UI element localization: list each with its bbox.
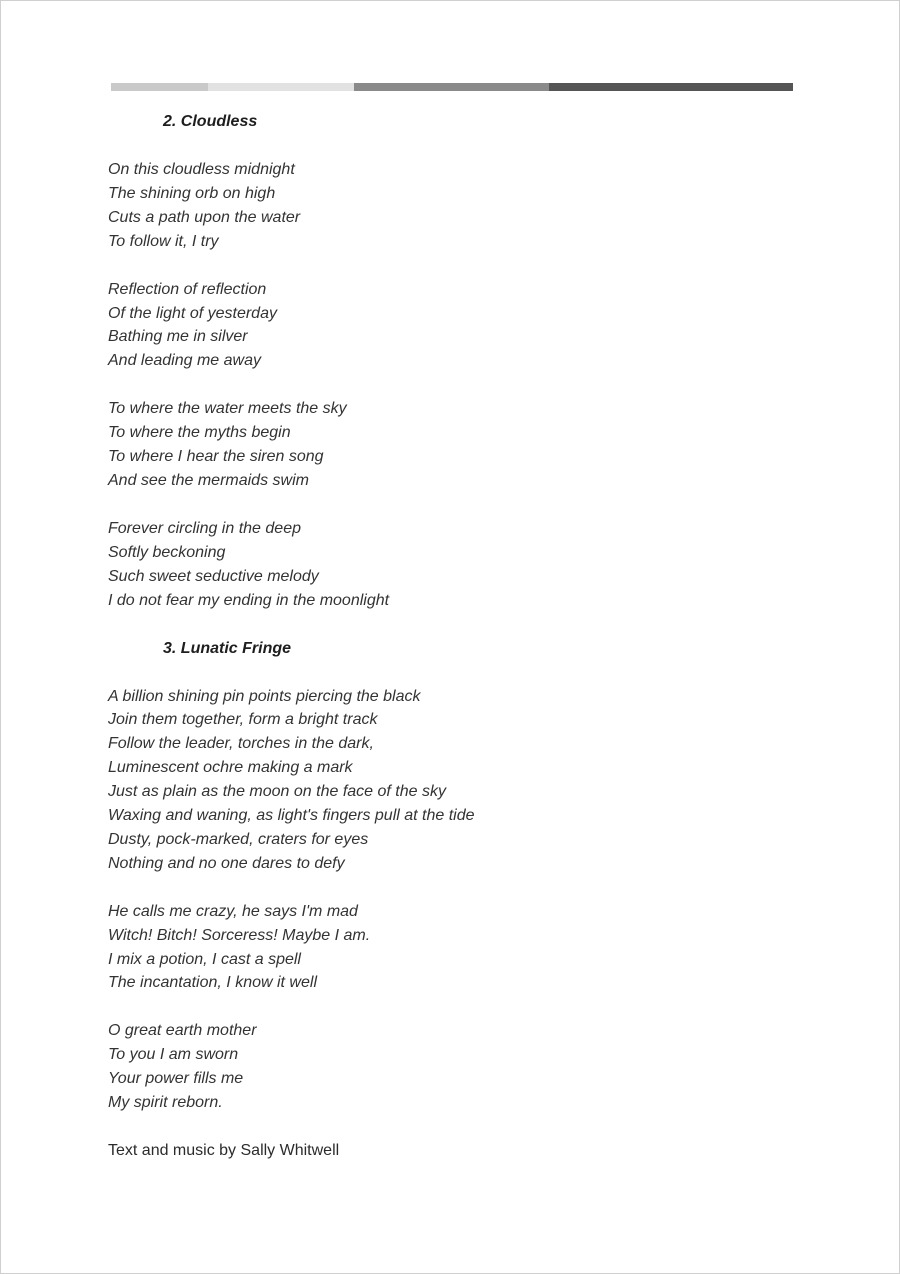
lyric-line: Witch! Bitch! Sorceress! Maybe I am.: [108, 926, 371, 944]
lyric-line: Luminescent ochre making a mark: [108, 759, 353, 777]
stanza: [108, 685, 788, 876]
stanza: [108, 278, 788, 374]
lyric-line: To you I am sworn: [108, 1046, 239, 1064]
rule-segment: [208, 83, 354, 91]
lyric-line: The shining orb on high: [108, 184, 276, 202]
section-cloudless: [108, 110, 788, 613]
lyric-line: I do not fear my ending in the moonlight: [108, 591, 390, 609]
lyric-line: To where the myths begin: [108, 424, 291, 442]
lyrics-content: [108, 110, 788, 1163]
lyric-line: Join them together, form a bright track: [108, 711, 378, 729]
lyric-line: Cuts a path upon the water: [108, 208, 301, 226]
stanza: [108, 397, 788, 493]
lyric-line: Bathing me in silver: [108, 328, 248, 346]
header-rule: [111, 83, 793, 91]
lyric-line: Waxing and waning, as light's fingers pull at the tide: [108, 807, 475, 825]
lyric-line: Of the light of yesterday: [108, 304, 277, 322]
lyric-line: Nothing and no one dares to defy: [108, 854, 345, 872]
rule-segment: [549, 83, 793, 91]
stanza: [108, 517, 788, 613]
lyric-line: To where I hear the siren song: [108, 448, 324, 466]
lyric-line: On this cloudless midnight: [108, 161, 295, 178]
lyric-line: Forever circling in the deep: [108, 519, 301, 537]
lyric-line: Dusty, pock-marked, craters for eyes: [108, 830, 369, 848]
lyric-line: And leading me away: [108, 352, 261, 370]
lyric-line: I mix a potion, I cast a spell: [108, 950, 301, 968]
lyric-line: To follow it, I try: [108, 232, 219, 250]
lyric-line: And see the mermaids swim: [108, 471, 309, 489]
lyric-line: Such sweet seductive melody: [108, 567, 319, 585]
section-title: 3. Lunatic Fringe: [163, 639, 292, 657]
lyric-line: O great earth mother: [108, 1022, 257, 1040]
stanza: [108, 158, 788, 254]
lyric-line: Just as plain as the moon on the face of the sky: [108, 783, 446, 801]
stanza: [108, 900, 788, 996]
rule-segment: [111, 83, 208, 91]
lyric-line: Your power fills me: [108, 1070, 244, 1088]
lyric-line: A billion shining pin points piercing the black: [108, 687, 421, 705]
credit-line: Text and music by Sally Whitwell: [108, 1142, 340, 1159]
lyric-line: Reflection of reflection: [108, 280, 267, 298]
section-title: 2. Cloudless: [163, 113, 258, 130]
lyric-line: He calls me crazy, he says I'm mad: [108, 902, 358, 920]
section-lunatic-fringe: [108, 637, 788, 1116]
lyric-line: To where the water meets the sky: [108, 400, 347, 418]
lyric-line: Softly beckoning: [108, 543, 226, 561]
stanza: [108, 1019, 788, 1115]
lyric-line: The incantation, I know it well: [108, 974, 317, 992]
rule-segment: [354, 83, 549, 91]
lyric-line: Follow the leader, torches in the dark,: [108, 735, 374, 753]
lyric-line: My spirit reborn.: [108, 1094, 223, 1112]
